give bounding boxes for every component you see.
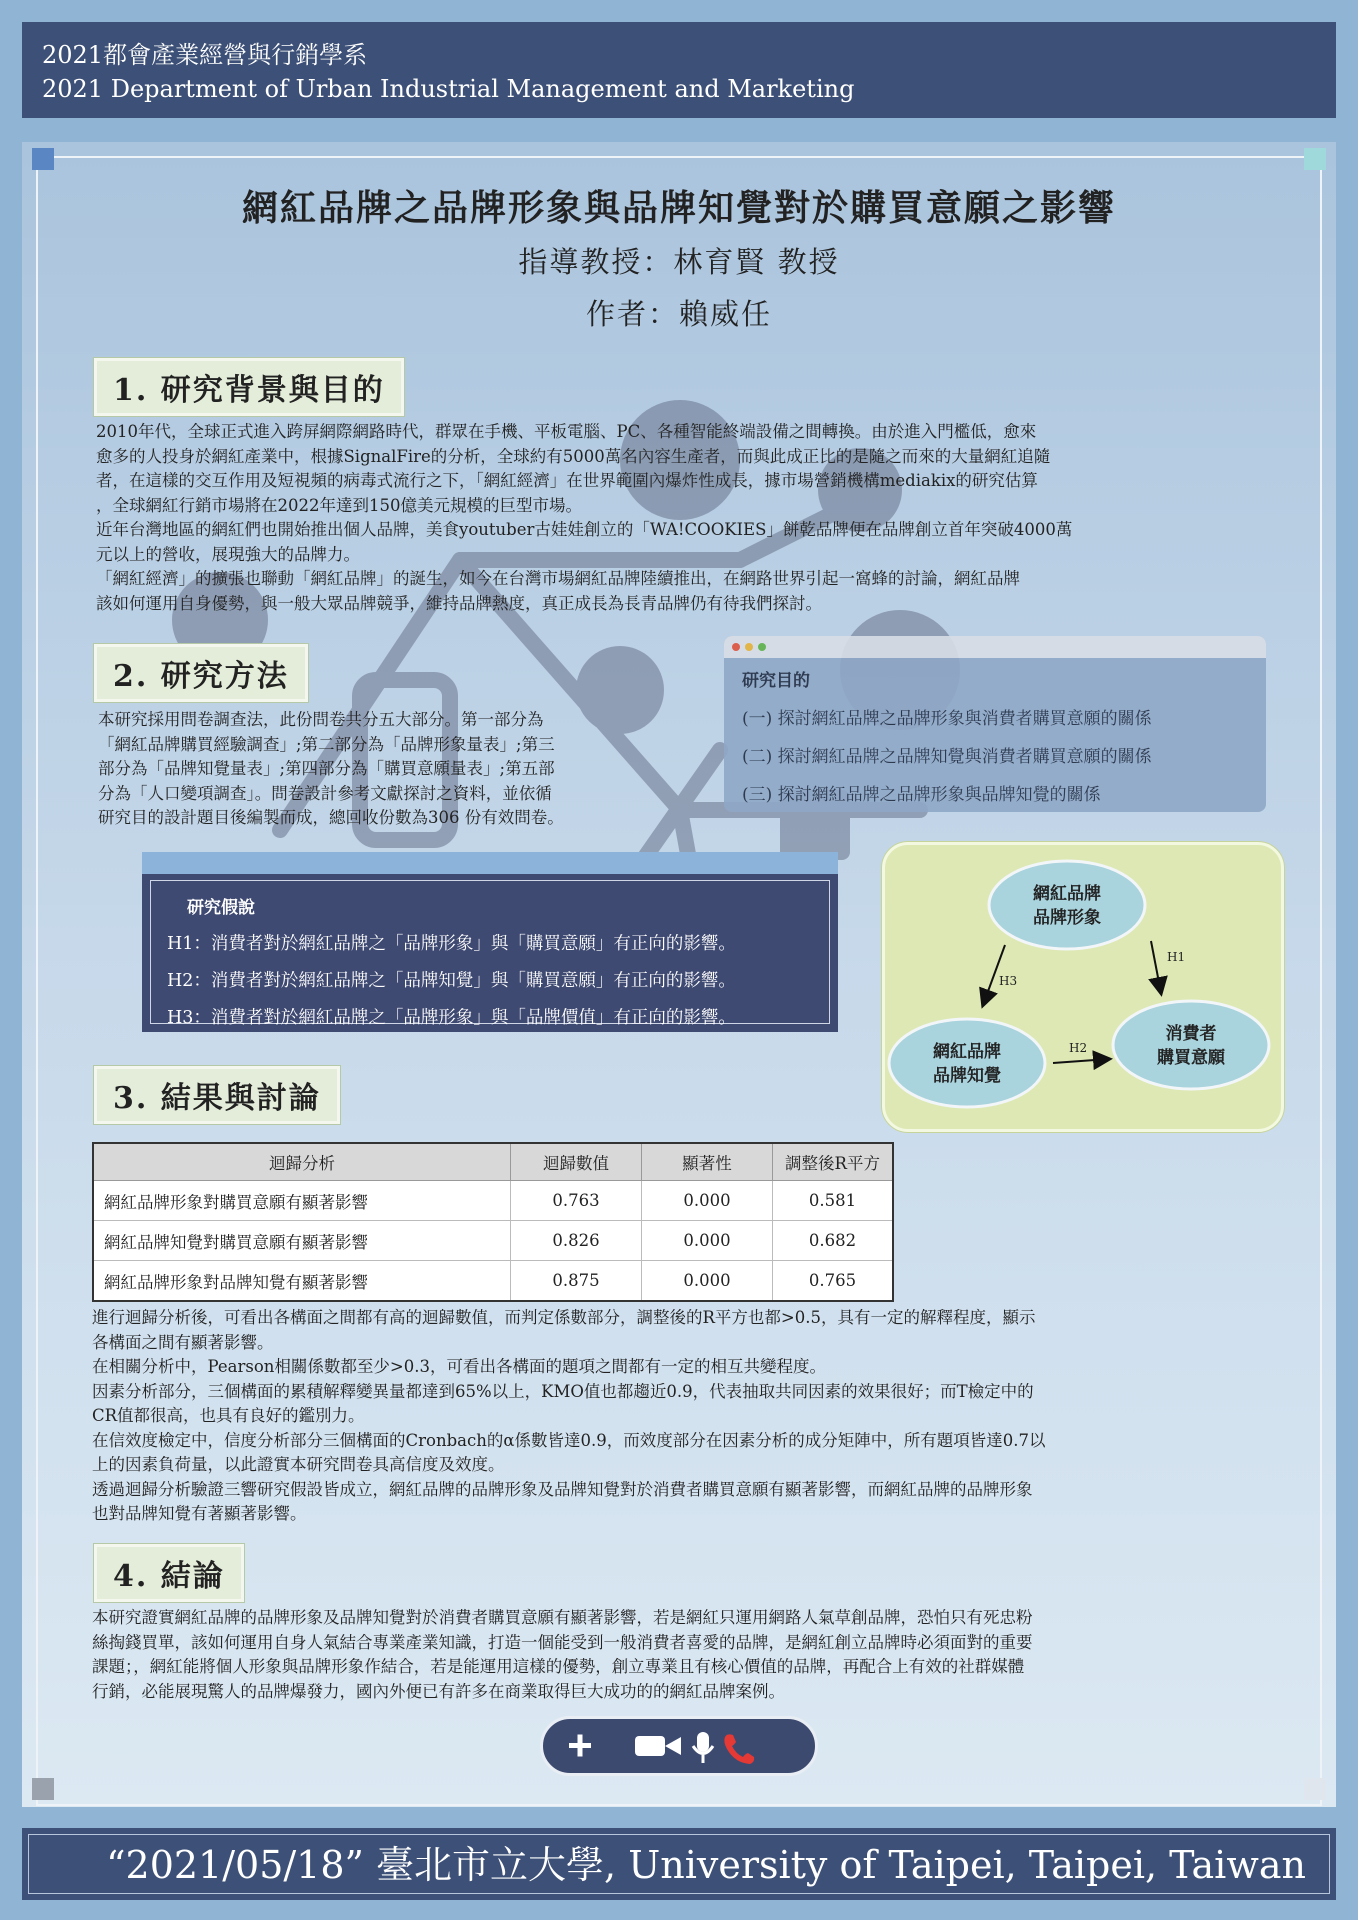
section3-line: 透過迴歸分析驗證三響研究假設皆成立，網紅品牌的品牌形象及品牌知覺對於消費者購買意願有顯著影響，而網紅品牌的品牌形象 [92,1479,1033,1499]
section1-heading: 1. 研究背景與目的 [94,358,404,416]
edge-label-h2: H2 [1069,1041,1088,1055]
advisor-line: 指導教授：林育賢 教授 [518,245,840,279]
model-svg [885,845,1281,1129]
node-label: 購買意願 [1157,1048,1225,1068]
edge-label-h3: H3 [999,974,1018,988]
section4-line: 課題；，網紅能將個人形象與品牌形象作結合，若是能運用這樣的優勢，創立專業且有核心價值的品牌，再配合上有效的社群媒體 [92,1657,1025,1676]
video-camera-icon[interactable] [635,1736,681,1756]
table-cell: 0.000 [642,1181,773,1221]
section1-line: 近年台灣地區的網紅們也開始推出個人品牌，美食youtuber古娃娃創立的「WA!COOKIES」餅乾品牌便在品牌創立首年突破4000萬 [96,520,1073,539]
table-row [93,1181,893,1221]
section4-line: 行銷，必能展現驚人的品牌爆發力，國內外便已有許多在商業取得巨大成功的的網紅品牌案例。 [92,1681,785,1701]
table-header: 迴歸數值 [511,1143,642,1181]
section4-body [92,1606,1272,1704]
regression-table [92,1142,894,1302]
hypotheses-top-strip [142,852,838,874]
section1-line: 者，在這樣的交互作用及短視頻的病毒式流行之下，「網紅經濟」在世界範圍內爆炸性成長，據市場營銷機構mediakix的研究估算 [96,471,1038,490]
window-minimize-dot-icon [745,643,753,651]
node-brand-image [989,861,1145,949]
department-en: 2021 Department of Urban Industrial Management and Marketing [42,75,855,103]
research-purpose-window [724,636,1266,812]
hypothesis-item: H1：消費者對於網紅品牌之「品牌形象」與「購買意願」有正向的影響。 [167,934,736,954]
arrow-h2 [1053,1059,1109,1063]
hypothesis-item: H3：消費者對於網紅品牌之「品牌形象」與「品牌價值」有正向的影響。 [167,1008,736,1028]
section2-body [98,708,688,831]
window-maximize-dot-icon [758,643,766,651]
research-model-diagram [882,842,1284,1132]
table-row [93,1261,893,1302]
section3-line: 在相關分析中，Pearson相關係數都至少>0.3，可看出各構面的題項之間都有一定的相互共變程度。 [92,1357,826,1376]
section3-line: 各構面之間有顯著影響。 [92,1332,274,1352]
table-header: 迴歸分析 [93,1143,511,1181]
call-icons [543,1719,815,1773]
section4-line: 絲掏錢買單，該如何運用自身人氣結合專業產業知識，打造一個能受到一般消費者喜愛的品牌，是網紅創立品牌時必須面對的重要 [92,1632,1033,1652]
node-label: 品牌知覺 [933,1066,1001,1086]
section2-heading: 2. 研究方法 [94,644,308,702]
edge-label-h1: H1 [1167,950,1186,964]
node-purchase-intent [1113,1001,1269,1089]
phone-hangup-icon[interactable] [724,1734,754,1764]
table-header: 顯著性 [642,1143,773,1181]
section2-line: 部分為「品牌知覺量表」;第四部分為「購買意願量表」;第五部 [98,759,555,778]
call-control-bar [540,1716,818,1776]
hypotheses-title: 研究假說 [187,898,255,918]
corner-square-icon [1304,148,1326,170]
node-brand-perception [889,1019,1045,1107]
section3-line: 因素分析部分，三個構面的累積解釋變異量都達到65%以上，KMO值也都趨近0.9，代表抽取共同因素的效果很好；而T檢定中的 [92,1381,1034,1401]
poster-title: 網紅品牌之品牌形象與品牌知覺對於購買意願之影響 [241,187,1116,229]
corner-square-icon [1304,1778,1326,1800]
section1-line: 元以上的營收，展現強大的品牌力。 [96,544,360,564]
author-line: 作者：賴威任 [585,297,772,331]
table-cell: 0.875 [511,1261,642,1302]
corner-square-icon [32,1778,54,1800]
section1-body [96,420,1276,616]
purpose-item: (二) 探討網紅品牌之品牌知覺與消費者購買意願的關係 [742,747,1152,767]
table-cell: 0.826 [511,1221,642,1261]
section2-line: 本研究採用問卷調查法，此份問卷共分五大部分。第一部分為 [98,710,544,729]
table-row [93,1221,893,1261]
section3-line: 上的因素負荷量，以此證實本研究問卷具高信度及效度。 [92,1455,505,1474]
table-header-row [93,1143,893,1181]
department-zh: 2021都會產業經營與行銷學系 [42,41,368,69]
table-cell: 0.581 [773,1181,894,1221]
node-label: 品牌形象 [1033,908,1101,928]
section3-body [92,1306,1272,1527]
window-close-dot-icon [732,643,740,651]
hypothesis-item: H2：消費者對於網紅品牌之「品牌知覺」與「購買意願」有正向的影響。 [167,971,736,991]
arrow-h1 [1151,941,1161,993]
section2-line: 研究目的設計題目後編製而成，總回收份數為306 份有效問卷。 [98,808,564,827]
purpose-title: 研究目的 [742,671,810,691]
node-label: 網紅品牌 [1033,884,1101,904]
table-cell: 0.000 [642,1221,773,1261]
table-cell: 0.682 [773,1221,894,1261]
section3-line: 進行迴歸分析後，可看出各構面之間都有高的迴歸數值，而判定係數部分，調整後的R平方也都>0.5，具有一定的解釋程度，顯示 [92,1308,1036,1327]
node-label: 網紅品牌 [933,1042,1001,1062]
section4-line: 本研究證實網紅品牌的品牌形象及品牌知覺對於消費者購買意願有顯著影響，若是網紅只運用網路人氣草創品牌，恐怕只有死忠粉 [92,1608,1033,1627]
table-cell: 網紅品牌形象對品牌知覺有顯著影響 [93,1261,511,1302]
microphone-icon[interactable] [693,1732,713,1763]
table-cell: 0.765 [773,1261,894,1302]
node-label: 消費者 [1165,1024,1217,1044]
section3-heading: 3. 結果與討論 [94,1066,340,1124]
plus-icon[interactable] [569,1735,591,1757]
section3-line: CR值都很高，也具有良好的鑑別力。 [92,1406,365,1425]
poster-header [22,22,1336,118]
footer-text: “2021/05/18” 臺北市立大學, University of Taipei, Taipei, Taiwan [106,1843,1306,1887]
section1-line: 2010年代，全球正式進入跨屏網際網路時代，群眾在手機、平板電腦、PC、各種智能終端設備之間轉換。由於進入門檻低，愈來 [96,422,1037,441]
section1-line: 該如何運用自身優勢，與一般大眾品牌競爭，維持品牌熱度，真正成長為長青品牌仍有待我們探討。 [96,593,822,613]
section3-line: 也對品牌知覺有著顯著影響。 [92,1504,307,1523]
table-cell: 0.000 [642,1261,773,1302]
window-titlebar [724,636,1266,658]
hypotheses-panel [142,852,838,1032]
table-cell: 網紅品牌知覺對購買意願有顯著影響 [93,1221,511,1261]
purpose-item: (三) 探討網紅品牌之品牌形象與品牌知覺的關係 [742,785,1101,805]
section2-line: 「網紅品牌購買經驗調查」;第二部分為「品牌形象量表」;第三 [98,734,555,754]
section2-line: 分為「人口變項調查」。問卷設計參考文獻探討之資料，並依循 [98,783,552,803]
purpose-item: (一) 探討網紅品牌之品牌形象與消費者購買意願的關係 [742,709,1152,729]
table-header: 調整後R平方 [773,1143,894,1181]
table-cell: 0.763 [511,1181,642,1221]
section1-line: 愈多的人投身於網紅產業中，根據SignalFire的分析，全球約有5000萬名內容生產者，而與此成正比的是隨之而來的大量網紅追隨 [96,446,1051,466]
section1-line: ，全球網紅行銷市場將在2022年達到150億美元規模的巨型市場。 [96,495,582,515]
corner-square-icon [32,148,54,170]
section1-line: 「網紅經濟」的擴張也聯動「網紅品牌」的誕生，如今在台灣市場網紅品牌陸續推出，在網路世界引起一窩蜂的討論，網紅品牌 [96,569,1020,588]
table-cell: 網紅品牌形象對購買意願有顯著影響 [93,1181,511,1221]
poster-footer [22,1828,1336,1900]
section4-heading: 4. 結論 [94,1544,244,1602]
section3-line: 在信效度檢定中，信度分析部分三個構面的Cronbach的α係數皆達0.9，而效度部分在因素分析的成分矩陣中，所有題項皆達0.7以 [92,1430,1046,1450]
